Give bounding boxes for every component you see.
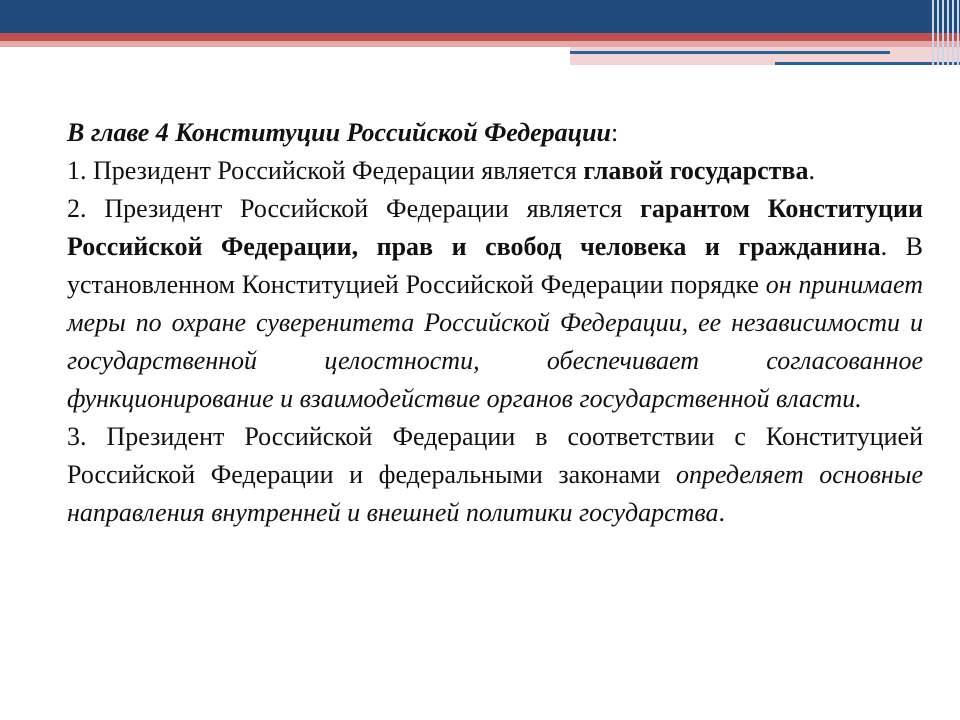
header-blue-band [0, 0, 960, 33]
point-3 [67, 418, 923, 532]
point-1-bold: главой государства [583, 156, 809, 185]
point-3-text: 3. Президент Российской Федерации в соответствии с Конституцией Российской Федерации и федеральными законами [67, 422, 923, 489]
header-red-stripe [0, 33, 960, 41]
heading-title: В главе 4 Конституции Российской Федерации [67, 118, 612, 147]
point-1-text: 1. Президент Российской Федерации является [67, 156, 584, 185]
point-2-text: 2. Президент Российской Федерации является [67, 194, 641, 223]
point-1-end: . [808, 156, 815, 185]
point-2 [67, 190, 923, 418]
point-3-italic: определяет основные направления внутренней и внешней политики государства [67, 460, 923, 527]
point-2-bold: гарантом Конституции Российской Федерации, прав и свобод человека и гражданина [67, 194, 923, 261]
point-2-italic: он принимает меры по охране суверенитета Российской Федерации, ее независимости и государственной целостности, обеспечивает согласованное функционирование и взаимодействие органов государственной власти. [67, 270, 923, 413]
slide-heading [67, 114, 923, 152]
header-accent-line [570, 51, 890, 54]
header-vertical-stripes [930, 0, 960, 65]
point-1 [67, 152, 923, 190]
slide-body [67, 114, 923, 532]
heading-colon: : [611, 118, 619, 147]
point-2-mid: . В установленном Конституцией Российской Федерации порядке [67, 232, 923, 299]
point-3-end: . [718, 498, 726, 527]
